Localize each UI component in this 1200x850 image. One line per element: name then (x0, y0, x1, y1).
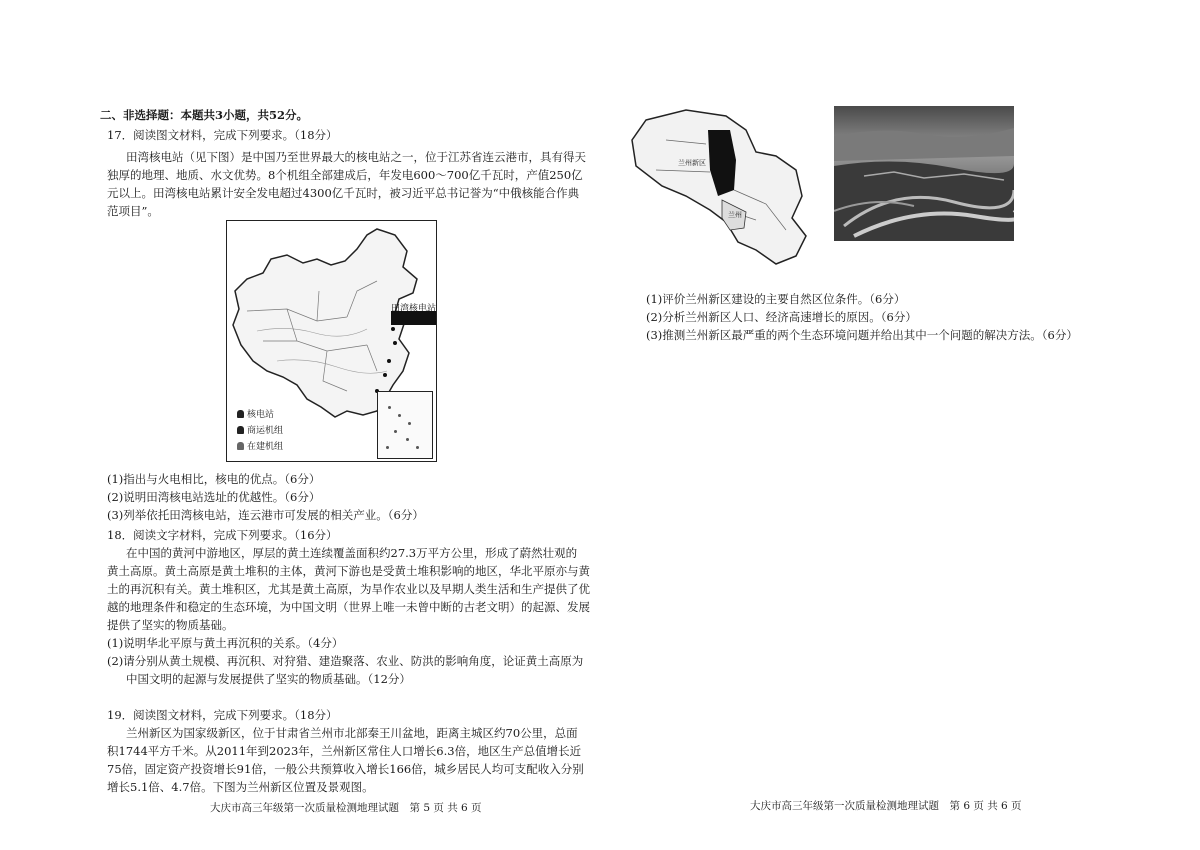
landscape-photo (834, 106, 1014, 241)
q17-material-line: 范项目”。 (107, 204, 159, 218)
q19-material-line: 兰州新区为国家级新区，位于甘肃省兰州市北部秦王川盆地，距离主城区约70公里，总面 (126, 726, 578, 740)
china-map (226, 220, 437, 462)
section-title: 二、非选择题：本题共3小题，共52分。 (100, 108, 309, 122)
q18-material-line: 在中国的黄河中游地区，厚层的黄土连续覆盖面积约27.3万平方公里，形成了蔚然壮观的 (126, 546, 578, 560)
operating-unit-icon (237, 426, 244, 434)
legend-nuclear-station: 核电站 (237, 407, 274, 420)
legend-construction-units: 在建机组 (237, 439, 283, 452)
lanzhou-new-area-label: 兰州新区 (678, 159, 706, 167)
q18-material-line: 土的再沉积有关。黄土堆积区，尤其是黄土高原，为旱作农业以及早期人类生活和生产提供了优 (107, 582, 590, 596)
q17-material-line: 田湾核电站（见下图）是中国乃至世界最大的核电站之一，位于江苏省连云港市，具有得天 (126, 150, 586, 164)
q17-material-line: 独厚的地理、地质、水文优势。8个机组全部建成后，年发电600～700亿千瓦时，产值250亿 (107, 168, 583, 182)
q17-material-line: 元以上。田湾核电站累计安全发电超过4300亿千瓦时，被习近平总书记誉为“中俄核能合作典 (107, 186, 580, 200)
q18-material-line: 黄土高原。黄土高原是黄土堆积的主体，黄河下游也是受黄土堆积影响的地区，华北平原亦与黄 (107, 564, 590, 578)
construction-unit-icon (237, 442, 244, 450)
q19-sub-3: (3)推测兰州新区最严重的两个生态环境问题并给出其中一个问题的解决方法。（6分） (646, 328, 1078, 342)
q19-sub-2: (2)分析兰州新区人口、经济高速增长的原因。（6分） (646, 310, 917, 324)
q17-stem: 17．阅读图文材料，完成下列要求。（18分） (107, 128, 338, 142)
lanzhou-location-map (626, 100, 816, 270)
q19-material-line: 75倍，固定资产投资增长91倍，一般公共预算收入增长166倍，城乡居民人均可支配收入分别 (107, 762, 584, 776)
q17-sub-3: (3)列举依托田湾核电站，连云港市可发展的相关产业。（6分） (107, 508, 424, 522)
legend-operating-units: 商运机组 (237, 423, 283, 436)
nuclear-station-icon (237, 410, 244, 418)
tianwan-station-label: 田湾核电站 (391, 304, 437, 314)
landscape-photo-image (834, 106, 1014, 241)
q18-sub-1: (1)说明华北平原与黄土再沉积的关系。（4分） (107, 636, 344, 650)
q19-material-line: 积1744平方千米。从2011年到2023年，兰州新区常住人口增长6.3倍，地区生产总值增长近 (107, 744, 582, 758)
page-6-footer: 大庆市高三年级第一次质量检测地理试题 第 6 页 共 6 页 (750, 800, 1022, 812)
q18-material-line: 提供了坚实的物质基础。 (107, 618, 234, 632)
q19-sub-1: (1)评价兰州新区建设的主要自然区位条件。（6分） (646, 292, 906, 306)
south-china-sea-inset (377, 391, 433, 459)
right-page (600, 0, 1200, 850)
q17-sub-1: (1)指出与火电相比，核电的优点。（6分） (107, 472, 321, 486)
q19-stem: 19．阅读图文材料，完成下列要求。（18分） (107, 708, 338, 722)
q19-material-line: 增长5.1倍、4.7倍。下图为兰州新区位置及景观图。 (107, 780, 374, 794)
q18-stem: 18．阅读文字材料，完成下列要求。（16分） (107, 528, 338, 542)
q18-sub-2: (2)请分别从黄土规模、再沉积、对狩猎、建造聚落、农业、防洪的影响角度，论证黄土高原为 (107, 654, 584, 668)
page-5-footer: 大庆市高三年级第一次质量检测地理试题 第 5 页 共 6 页 (210, 802, 482, 814)
lanzhou-city-label: 兰州 (728, 211, 742, 219)
q18-sub-2-cont: 中国文明的起源与发展提供了坚实的物质基础。（12分） (126, 672, 411, 686)
q18-material-line: 越的地理条件和稳定的生态环境，为中国文明（世界上唯一未曾中断的古老文明）的起源、发展 (107, 600, 590, 614)
q17-sub-2: (2)说明田湾核电站选址的优越性。（6分） (107, 490, 321, 504)
